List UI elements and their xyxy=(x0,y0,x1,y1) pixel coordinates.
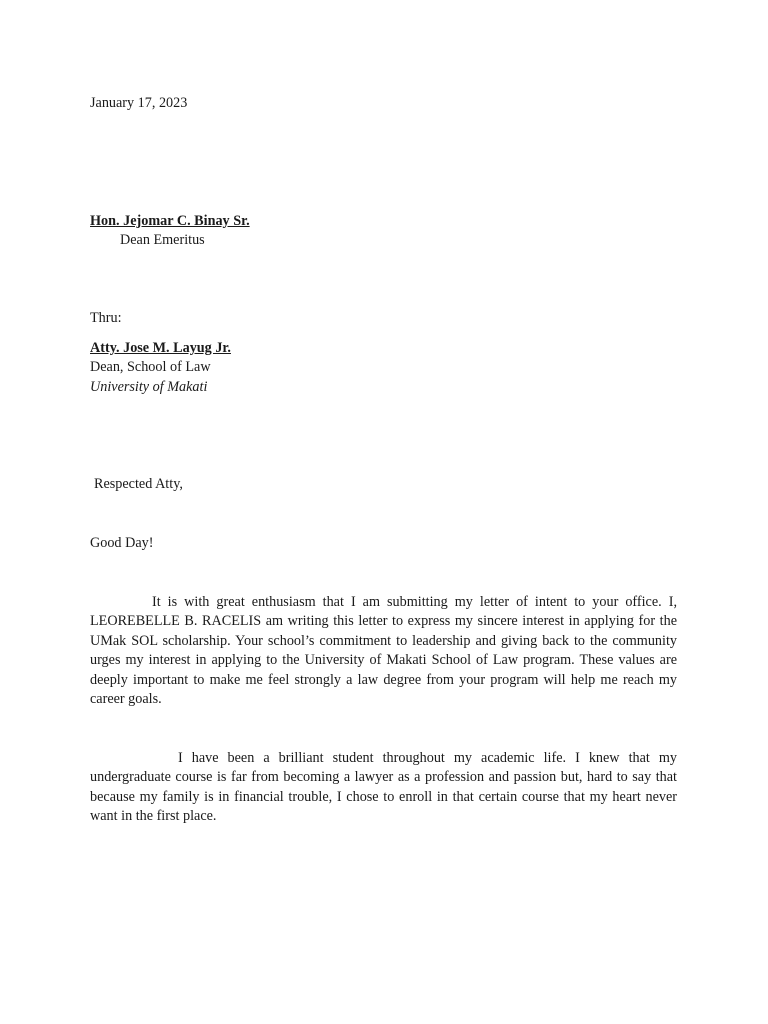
letter-date: January 17, 2023 xyxy=(90,95,188,111)
addressee-name: Hon. Jejomar C. Binay Sr. xyxy=(90,213,250,229)
thru-label: Thru: xyxy=(90,310,122,326)
addressee-title: Dean Emeritus xyxy=(120,232,205,248)
greeting: Good Day! xyxy=(90,535,154,551)
body-paragraph-2: I have been a brilliant student throughout my academic life. I knew that my undergraduate course is far from becoming a lawyer as a profession and passion but, hard to say that because my family is in financial trouble, I chose to enroll in that certain course that my heart never want in the first place. xyxy=(90,750,677,825)
via-title: Dean, School of Law xyxy=(90,359,211,375)
salutation: Respected Atty, xyxy=(94,476,183,492)
via-organization: University of Makati xyxy=(90,379,208,395)
via-name: Atty. Jose M. Layug Jr. xyxy=(90,340,231,356)
body-paragraph-1: It is with great enthusiasm that I am submitting my letter of intent to your office. I, LEOREBELLE B. RACELIS am writing this letter to express my sincere interest in applying for the UMak SOL scholarship. Your school’s commitment to leadership and giving back to the community urges my interest in applying to the University of Makati School of Law program. These values are deeply important to make me feel strongly a law degree from your program will help me reach my career goals. xyxy=(90,594,677,708)
